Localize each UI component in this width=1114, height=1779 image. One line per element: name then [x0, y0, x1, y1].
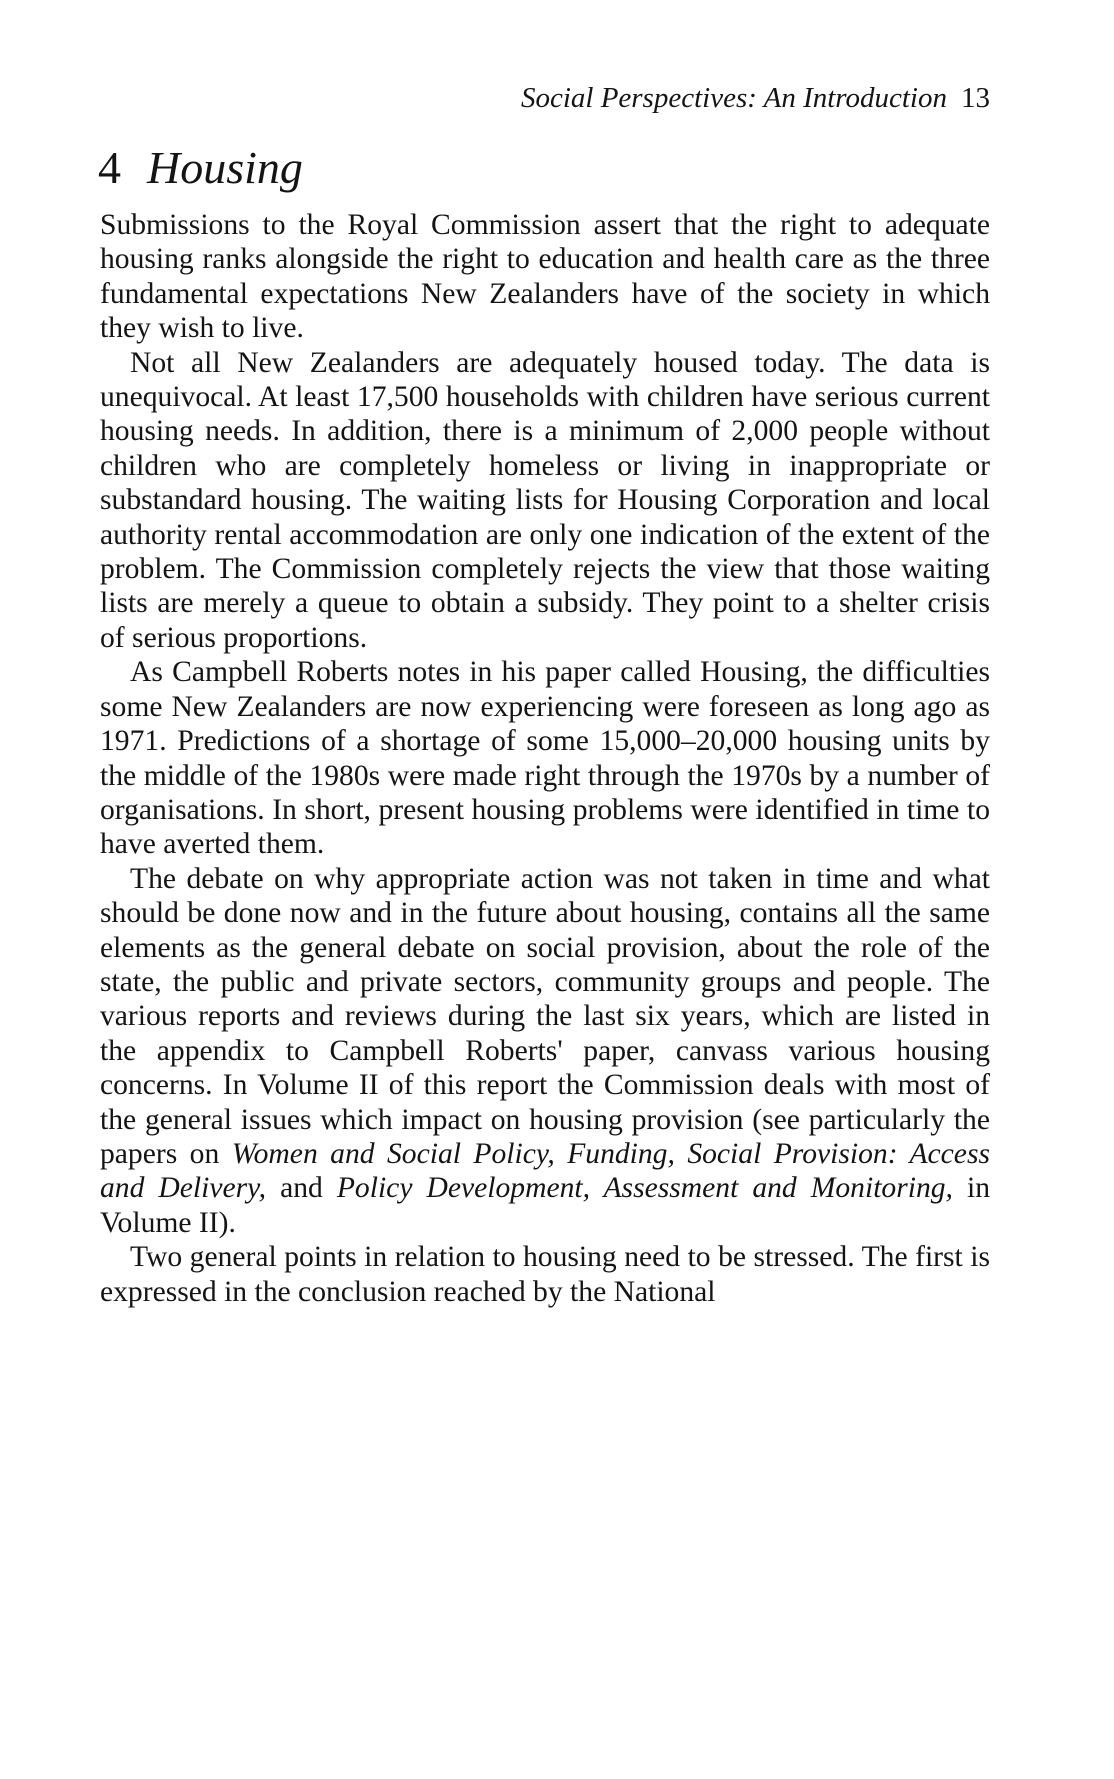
paragraph-5: Two general points in relation to housing need to be stressed. The first is expressed in the conclusion reached by the National — [100, 1241, 990, 1308]
section-title: Housing — [147, 142, 303, 193]
running-head — [0, 80, 990, 116]
body-text — [100, 208, 990, 1309]
paragraph-1: Submissions to the Royal Commission assert that the right to adequate housing ranks alongside the right to education and health care as the three fundamental expectations New Zealanders have of the society in which they wish to live. — [100, 209, 990, 345]
paragraph-4 — [100, 862, 990, 1240]
page-number: 13 — [961, 82, 990, 114]
paragraph-4-text-mid: and — [266, 1172, 337, 1205]
section-number: 4 — [98, 142, 121, 193]
section-heading — [98, 140, 303, 196]
paragraph-4-text-before: The debate on why appropriate action was not taken in time and what should be done now and in the future about housing, contains all the same elements as the general debate on social provision, about the role of the state, the public and private sectors, community groups and people. The various reports and reviews during the last six years, which are listed in the appendix to Campbell Roberts' paper, canvass various housing concerns. In Volume II of this report the Commission deals with most of the general issues which impact on housing provision (see particularly the papers on — [100, 862, 990, 1170]
paragraph-2: Not all New Zealanders are adequately housed today. The data is unequivocal. At least 17,500 households with children have serious current housing needs. In addition, there is a minimum of 2,000 people without children who are completely homeless or living in inappropriate or substandard housing. The waiting lists for Housing Corporation and local authority rental accommodation are only one indication of the extent of the problem. The Commission completely rejects the view that those waiting lists are merely a queue to obtain a subsidy. They point to a shelter crisis of serious proportions. — [100, 346, 990, 654]
running-title: Social Perspectives: An Introduction — [520, 82, 947, 114]
paragraph-4-text-after: in Volume II). — [100, 1172, 990, 1239]
paragraph-3: As Campbell Roberts notes in his paper called Housing, the difficulties some New Zealanders are now experiencing were foreseen as long ago as 1971. Predictions of a shortage of some 15,000–20,000 housing units by the middle of the 1980s were made right through the 1970s by a number of organisations. In short, present housing problems were identified in time to have averted them. — [100, 656, 990, 861]
paragraph-4-italic-titles-1: Women and Social Policy, Funding, Social Provision: Access and Delivery, — [100, 1137, 990, 1205]
paragraph-4-italic-titles-2: Policy Development, Assessment and Monitoring, — [336, 1172, 953, 1205]
